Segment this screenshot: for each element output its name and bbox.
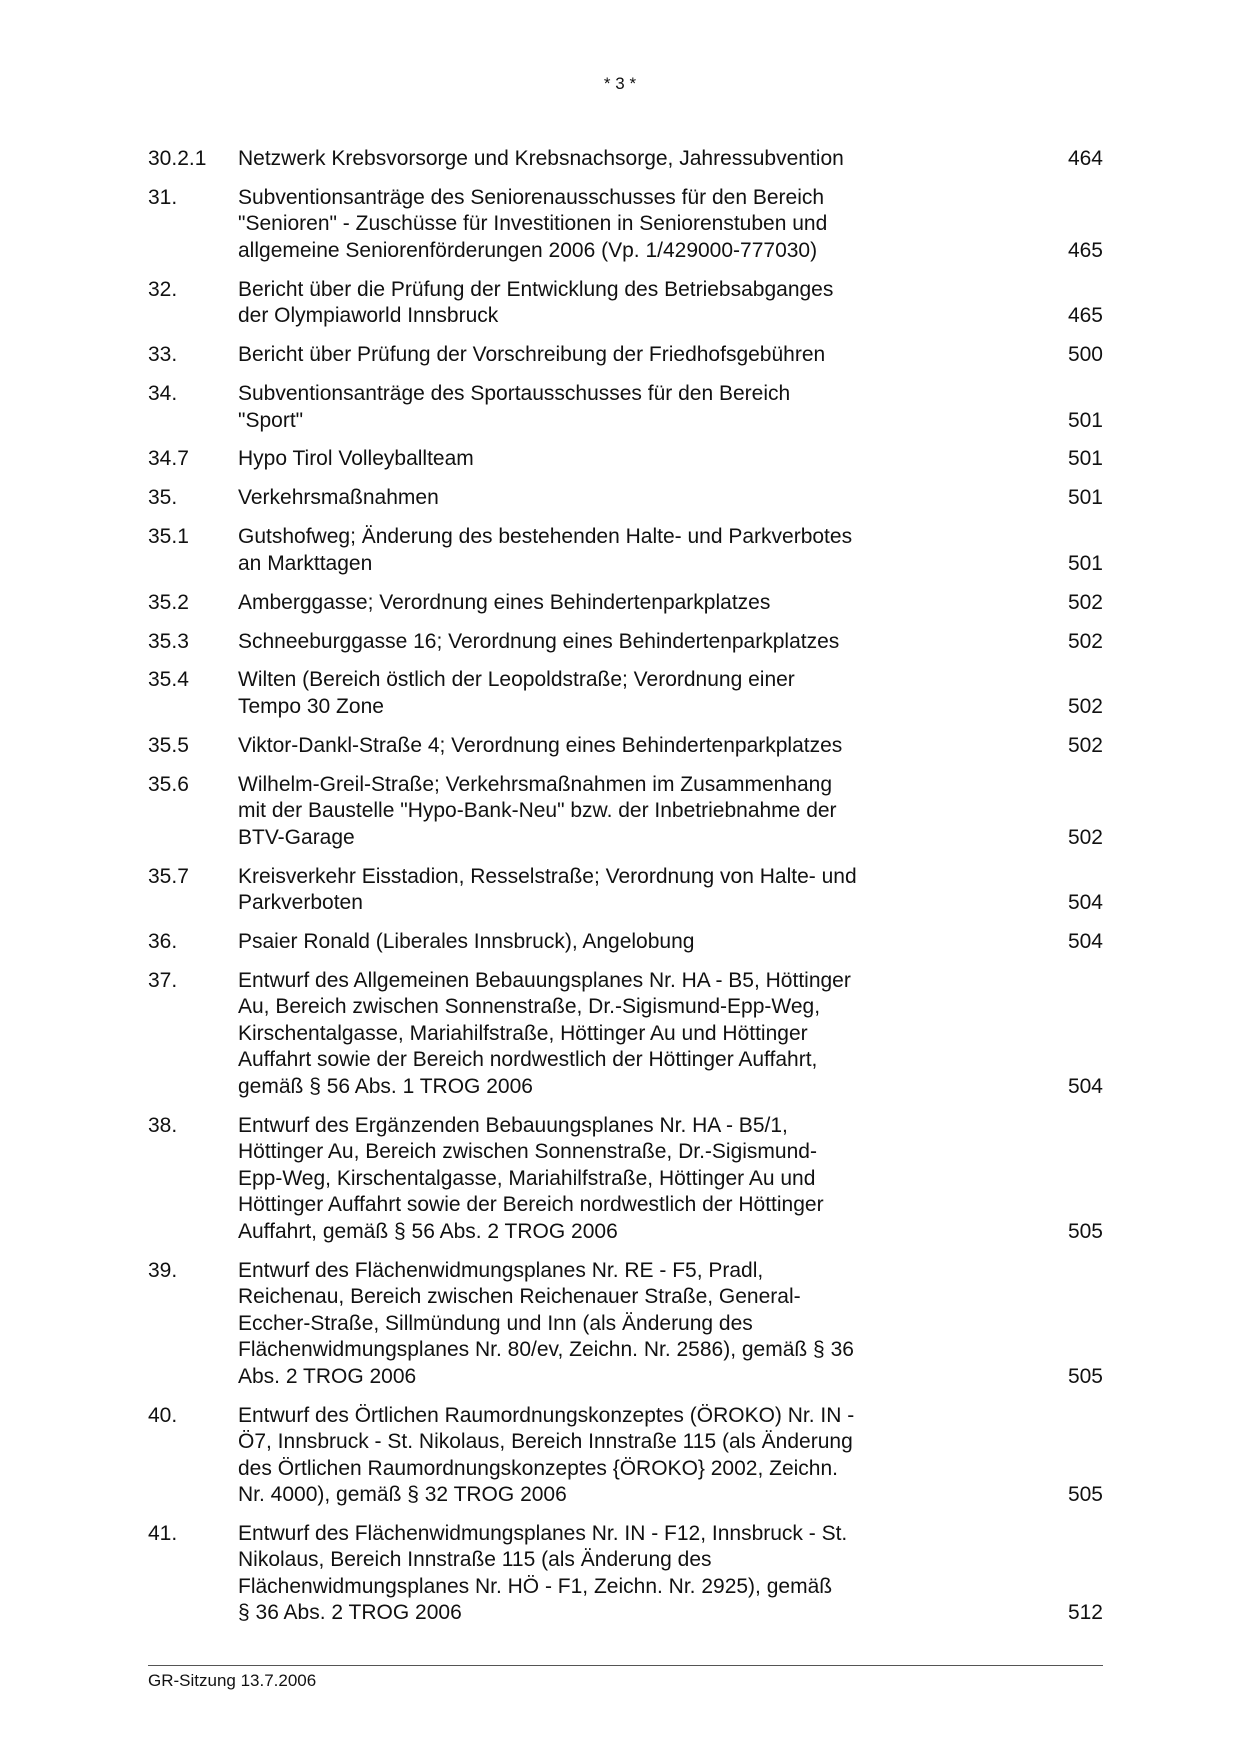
toc-entry-title: Wilhelm-Greil-Straße; Verkehrsmaßnahmen im Zusammenhang mit der Baustelle "Hypo-Bank-Neu" bzw. der Inbetriebnahme der BTV-Garage (238, 772, 837, 849)
toc-entry-page: 501 (1067, 486, 1103, 510)
toc-entry-number: 35.5 (148, 733, 189, 757)
toc-entry-number: 39. (148, 1258, 178, 1282)
toc-entry-page: 502 (1067, 825, 1103, 849)
toc-entry-title: Wilten (Bereich östlich der Leopoldstraße; Verordnung einer Tempo 30 Zone (238, 668, 795, 718)
toc-entry-number: 35.3 (148, 629, 189, 653)
toc-entry-page: 501 (1067, 408, 1103, 432)
toc-entry-page: 502 (1067, 694, 1103, 718)
toc-entry-title: Entwurf des Allgemeinen Bebauungsplanes Nr. HA - B5, Höttinger Au, Bereich zwischen Sonnenstraße, Dr.-Sigismund-Epp-Weg, Kirschentalgasse, Mariahilfstraße, Höttinger Au und Höttinger Auffahrt sowie der Bereich nordwestlich der Höttinger Auffahrt, gemäß § 56 Abs. 1 TROG 2006 (238, 968, 851, 1098)
toc-entry-title: Gutshofweg; Änderung des bestehenden Halte- und Parkverbotes an Markttagen (238, 525, 853, 575)
toc-entry (148, 929, 1103, 956)
toc-entry-page: 504 (1067, 1074, 1103, 1098)
toc-entry-title: Bericht über Prüfung der Vorschreibung der Friedhofsgebühren (238, 343, 826, 367)
toc-entry (148, 1258, 1103, 1391)
toc-entry (148, 277, 1103, 330)
toc-entry-number: 35.2 (148, 590, 189, 614)
toc-entry-page: 502 (1067, 733, 1103, 757)
toc-entry-title: Verkehrsmaßnahmen (238, 486, 439, 510)
toc-entry-page: 465 (1067, 304, 1103, 328)
page-number: * 3 * (603, 74, 637, 93)
footer-session-label: GR-Sitzung 13.7.2006 (148, 1671, 317, 1690)
toc-entry-number: 34. (148, 382, 178, 406)
toc-entry-title: Schneeburggasse 16; Verordnung eines Behindertenparkplatzes (238, 629, 840, 653)
toc-entry-number: 41. (148, 1521, 178, 1545)
toc-entry-title: Bericht über die Prüfung der Entwicklung des Betriebsabganges der Olympiaworld Innsbruck (238, 277, 834, 328)
toc-entry-title: Entwurf des Flächenwidmungsplanes Nr. RE - F5, Pradl, Reichenau, Bereich zwischen Reichenauer Straße, General- Eccher-Straße, Sillmündung und Inn (als Änderung des Flächenwidmungsplanes Nr. 80/ev, Zeichn. Nr. 2586), gemäß § 36 Abs. 2 TROG 2006 (238, 1258, 854, 1388)
toc-entry-number: 32. (148, 277, 178, 301)
toc-entry-page: 505 (1067, 1219, 1103, 1243)
toc-entry-page: 502 (1067, 629, 1103, 653)
toc-entry-title: Subventionsanträge des Seniorenausschusses für den Bereich "Senioren" - Zuschüsse für Investitionen in Seniorenstuben und allgemeine Seniorenförderungen 2006 (Vp. 1/429000-777030) (238, 185, 828, 262)
toc-entry (148, 968, 1103, 1101)
toc-entry-title: Netzwerk Krebsvorsorge und Krebsnachsorge, Jahressubvention (238, 147, 844, 170)
toc-entry (148, 667, 1103, 720)
toc-entry-number: 35.4 (148, 668, 189, 692)
toc-entry (148, 185, 1103, 265)
footer-divider (148, 1665, 1103, 1666)
toc-entry (148, 381, 1103, 434)
toc-entry-number: 35.6 (148, 772, 189, 796)
toc-entry-number: 35.1 (148, 525, 189, 549)
toc-entry-page: 505 (1067, 1483, 1103, 1507)
toc-entry-title: Entwurf des Ergänzenden Bebauungsplanes Nr. HA - B5/1, Höttinger Au, Bereich zwischen Sonnenstraße, Dr.-Sigismund- Epp-Weg, Kirschentalgasse, Mariahilfstraße, Höttinger Au und Höttinger Auffahrt sowie der Bereich nordwestlich der Höttinger Auffahrt, gemäß § 56 Abs. 2 TROG 2006 (238, 1113, 824, 1243)
toc-entry-number: 40. (148, 1403, 178, 1427)
toc-entry-title: Entwurf des Örtlichen Raumordnungskonzeptes (ÖROKO) Nr. IN - Ö7, Innsbruck - St. Nikolaus, Bereich Innstraße 115 (als Änderung des Örtlichen Raumordnungskonzeptes {ÖROKO} 2002, Zeichn. Nr. 4000), gemäß § 32 TROG 2006 (238, 1403, 855, 1507)
toc-entry-number: 35. (148, 486, 178, 510)
toc-entry-page: 501 (1067, 551, 1103, 575)
toc-entry (148, 1113, 1103, 1246)
toc-entry-title: Psaier Ronald (Liberales Innsbruck), Angelobung (238, 929, 695, 953)
toc-entry-title: Subventionsanträge des Sportausschusses für den Bereich "Sport" (238, 382, 791, 432)
toc-entry-title: Kreisverkehr Eisstadion, Resselstraße; Verordnung von Halte- und Parkverboten (238, 864, 857, 915)
toc-entry-number: 38. (148, 1113, 178, 1137)
toc-entry-page: 464 (1067, 147, 1103, 170)
toc-entry-title: Hypo Tirol Volleyballteam (238, 447, 474, 471)
toc-entry-page: 504 (1067, 929, 1103, 953)
toc-entry-page: 465 (1067, 238, 1103, 262)
toc-entry-number: 35.7 (148, 864, 189, 888)
toc-entry (148, 629, 1103, 656)
toc-entry (148, 146, 1103, 173)
toc-entry-number: 37. (148, 968, 178, 992)
toc-entry (148, 485, 1103, 512)
toc-entry-title: Amberggasse; Verordnung eines Behindertenparkplatzes (238, 590, 771, 614)
toc-entry-number: 36. (148, 929, 178, 953)
toc-entry (148, 864, 1103, 917)
toc-entry (148, 1521, 1103, 1627)
toc-entry-title: Entwurf des Flächenwidmungsplanes Nr. IN - F12, Innsbruck - St. Nikolaus, Bereich Innstraße 115 (als Änderung des Flächenwidmungsplanes Nr. HÖ - F1, Zeichn. Nr. 2925), gemäß § 36 Abs. 2 TROG 2006 (238, 1521, 848, 1625)
toc-entry-page: 502 (1067, 590, 1103, 614)
toc-entry-number: 30.2.1 (148, 147, 207, 170)
toc-entry (148, 733, 1103, 760)
toc-entry (148, 342, 1103, 369)
toc-entry-page: 500 (1067, 343, 1103, 367)
toc-entry (148, 772, 1103, 852)
toc-entry-number: 33. (148, 343, 178, 367)
toc-entry (148, 590, 1103, 617)
toc-entry-title: Viktor-Dankl-Straße 4; Verordnung eines Behindertenparkplatzes (238, 733, 843, 757)
toc-entry-number: 34.7 (148, 447, 189, 471)
toc-entry-page: 504 (1067, 891, 1103, 915)
table-of-contents (148, 146, 1103, 1639)
toc-entry-page: 505 (1067, 1364, 1103, 1388)
toc-entry (148, 1403, 1103, 1509)
toc-entry (148, 446, 1103, 473)
toc-entry-page: 512 (1067, 1601, 1103, 1625)
toc-entry (148, 524, 1103, 577)
toc-entry-page: 501 (1067, 447, 1103, 471)
toc-entry-number: 31. (148, 185, 178, 209)
